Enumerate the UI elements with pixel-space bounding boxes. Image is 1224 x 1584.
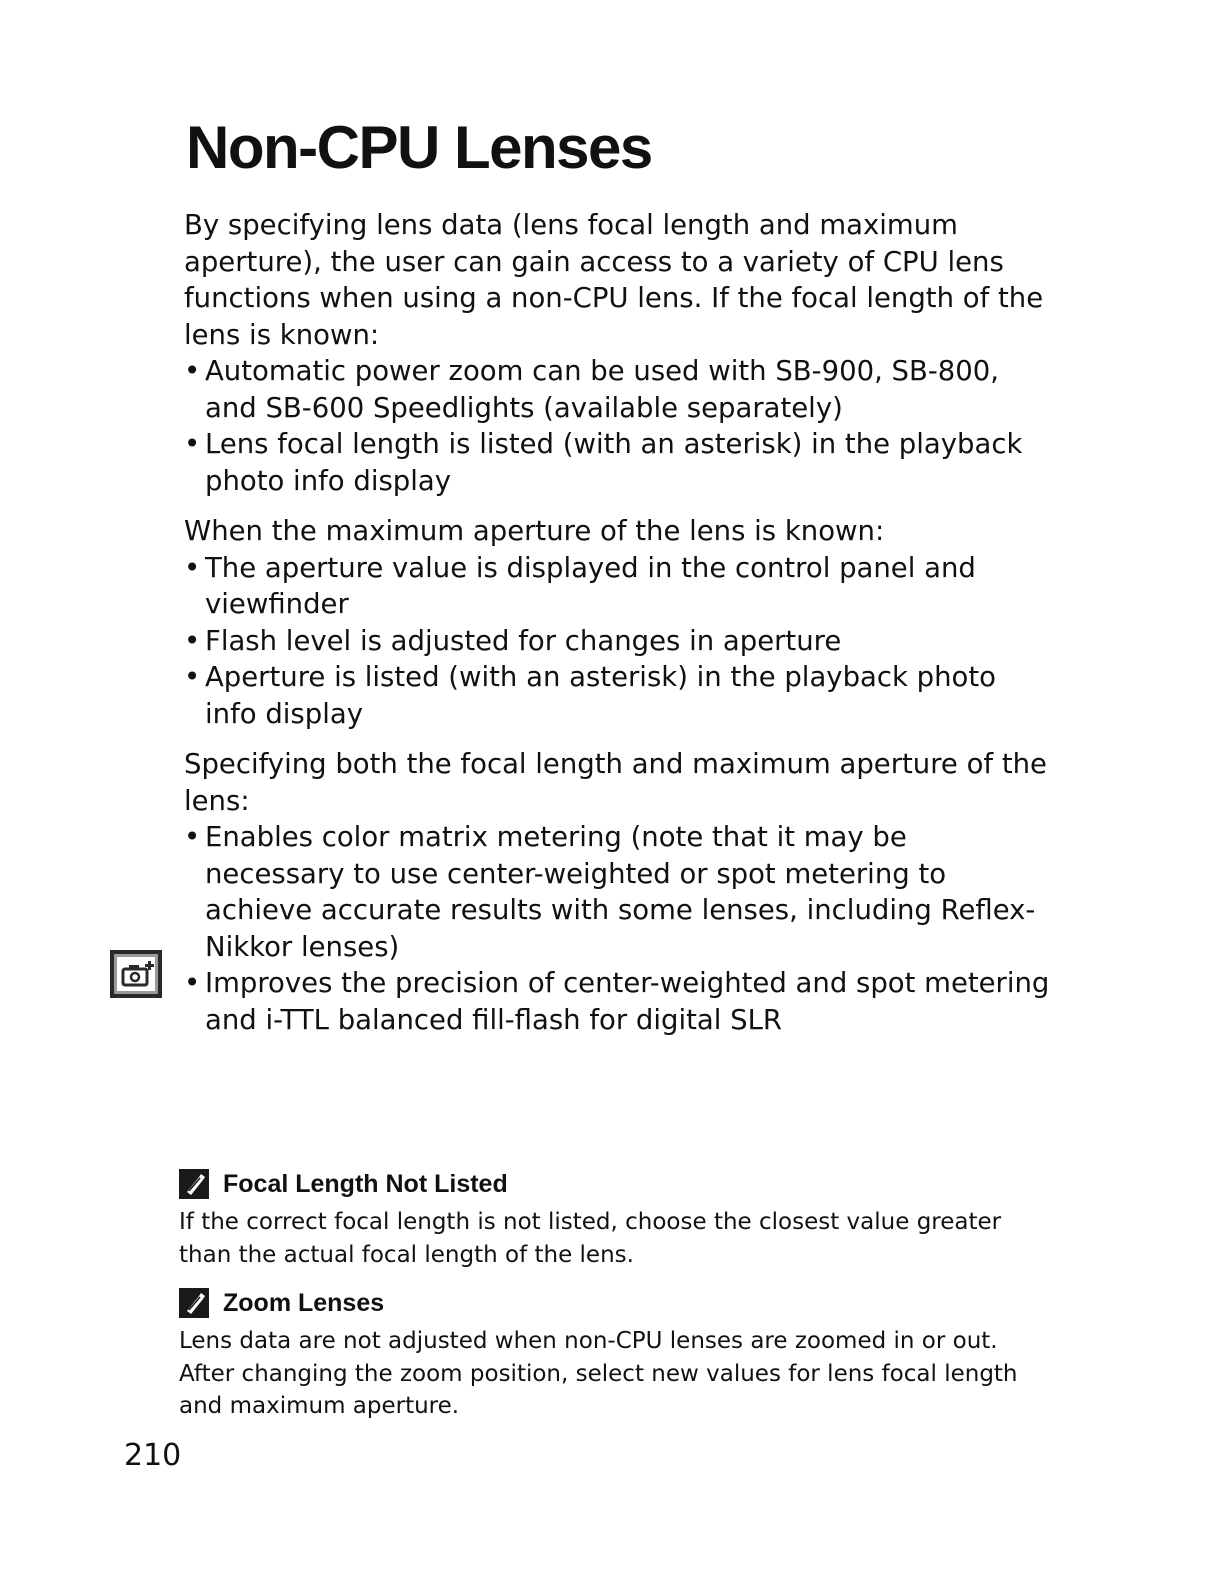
note-pencil-icon (179, 1169, 209, 1199)
bullet-icon: • (184, 967, 201, 999)
camera-menu-icon (110, 950, 162, 998)
list-item (184, 819, 1054, 965)
intro-paragraph: By specifying lens data (lens focal length and maximum aperture), the user can gain access to a variety of CPU lens functions when using a non-CPU lens. If the focal length of the lens is known: (184, 209, 1044, 351)
page-title: Non-CPU Lenses (186, 114, 652, 181)
list-item-text: Flash level is adjusted for changes in aperture (205, 624, 842, 657)
note-text: If the correct focal length is not listed, choose the closest value greater than the actual focal length of the lens. (179, 1209, 1002, 1268)
aperture-known-lead: When the maximum aperture of the lens is known: (184, 515, 885, 547)
both-known-list (184, 819, 1054, 1038)
note-text: Lens data are not adjusted when non-CPU lenses are zoomed in or out. After changing the zoom position, select new values for lens focal length and maximum aperture. (179, 1328, 1018, 1419)
list-item-text: Automatic power zoom can be used with SB-900, SB-800, and SB-600 Speedlights (available separately) (205, 355, 1000, 424)
main-content (184, 207, 1054, 1038)
list-item (184, 426, 1054, 499)
list-item (184, 550, 1054, 623)
note-title: Zoom Lenses (223, 1288, 385, 1317)
note-title: Focal Length Not Listed (223, 1169, 508, 1198)
bullet-icon: • (184, 624, 201, 657)
list-item (184, 353, 1054, 426)
list-item-text: The aperture value is displayed in the control panel and viewfinder (205, 551, 976, 620)
list-item-text: Lens focal length is listed (with an asterisk) in the playback photo info display (205, 428, 1023, 497)
list-item (184, 659, 1054, 732)
bullet-icon: • (184, 551, 201, 584)
note-pencil-icon (179, 1288, 209, 1318)
list-item (184, 965, 1054, 1038)
aperture-known-list (184, 550, 1054, 733)
note-focal-length (179, 1166, 1059, 1271)
list-item-text: Aperture is listed (with an asterisk) in the playback photo info display (205, 661, 996, 730)
bullet-icon: • (184, 428, 201, 460)
list-item (184, 623, 1054, 660)
bullet-icon: • (184, 661, 201, 693)
bullet-icon: • (184, 355, 201, 387)
bullet-icon: • (184, 821, 201, 853)
list-item-text: Enables color matrix metering (note that it may be necessary to use center-weighted or spot metering to achieve accurate results with some lenses, including Reflex-Nikkor lenses) (205, 821, 1036, 963)
both-known-lead: Specifying both the focal length and maximum aperture of the lens: (184, 748, 1047, 817)
list-item-text: Improves the precision of center-weighted and spot metering and i-TTL balanced fill-flash for digital SLR (205, 967, 1050, 1036)
page-number: 210 (124, 1438, 182, 1473)
note-zoom-lenses (179, 1285, 1059, 1423)
focal-known-list (184, 353, 1054, 499)
